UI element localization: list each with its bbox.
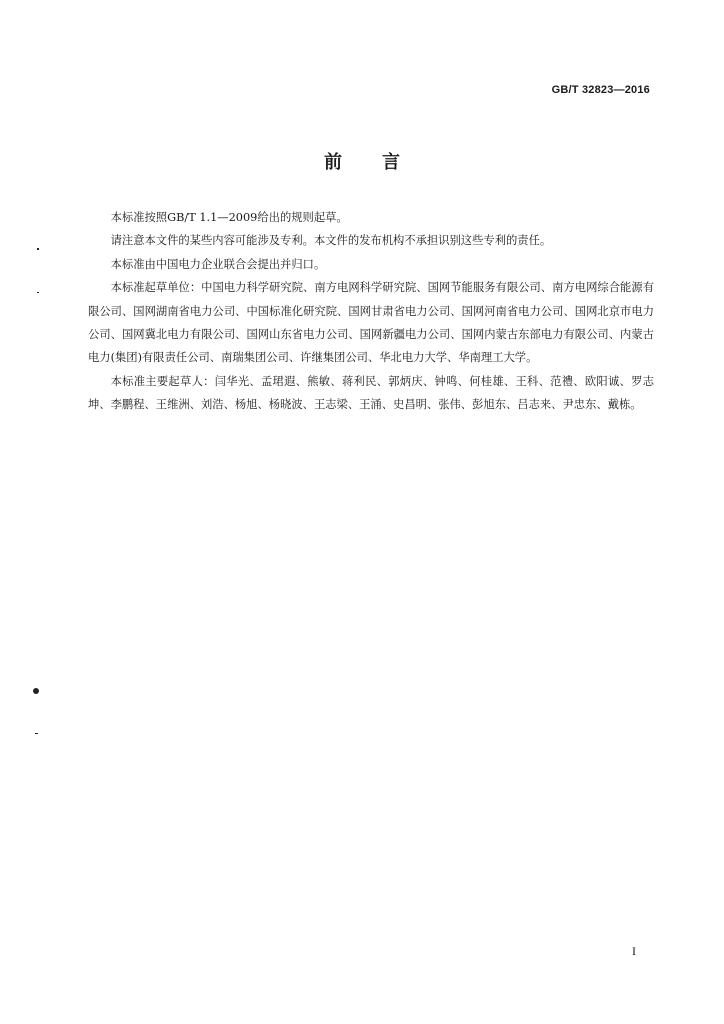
foreword-body [88,206,654,417]
paragraph-drafting-units: 本标准起草单位：中国电力科学研究院、南方电网科学研究院、国网节能服务有限公司、南方电网综合能源有限公司、国网湖南省电力公司、中国标准化研究院、国网甘肃省电力公司、国网河南省电力公司、国网北京市电力公司、国网冀北电力有限公司、国网山东省电力公司、国网新疆电力公司、国网内蒙古东部电力有限公司、内蒙古电力(集团)有限责任公司、南瑞集团公司、许继集团公司、华北电力大学、华南理工大学。 [88,281,654,365]
scan-speck [35,733,38,734]
paragraph-patent-notice: 请注意本文件的某些内容可能涉及专利。本文件的发布机构不承担识别这些专利的责任。 [110,234,552,248]
page-title: 前言 [324,152,440,173]
scan-speck [33,688,39,694]
scan-speck [37,292,39,293]
paragraph-drafting-rules: 本标准按照GB/T 1.1—2009给出的规则起草。 [110,211,348,224]
scan-speck [37,248,39,250]
paragraph-proposer: 本标准由中国电力企业联合会提出并归口。 [110,257,326,271]
paragraph-drafters: 本标准主要起草人：闫华光、孟珺遐、熊敏、蒋利民、郭炳庆、钟鸣、何桂雄、王科、范禮、欧阳诚、罗志坤、李鹏程、王维洲、刘浩、杨旭、杨晓波、王志梁、王涌、史昌明、张伟、彭旭东、吕志来、尹忠东、戴栋。 [88,374,654,412]
document-code: GB/T 32823—2016 [551,84,650,96]
page-number: I [632,944,636,958]
